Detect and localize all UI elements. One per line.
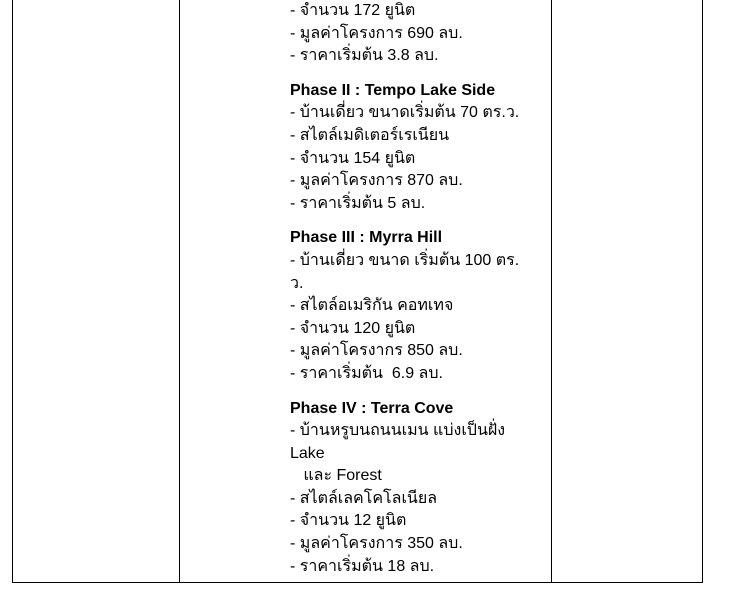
detail-line: - จำนวน 12 ยูนิต	[290, 512, 407, 530]
detail-line: - สไตล์เมดิเตอร์เรเนียน	[290, 126, 450, 144]
detail-line: Lake	[290, 444, 325, 462]
detail-line: - มูลค่าโครงการ 870 ลบ.	[290, 172, 463, 190]
project-details-cell	[290, 0, 548, 578]
phase-heading: Phase II : Tempo Lake Side	[290, 81, 496, 99]
column-divider	[179, 0, 180, 582]
phase3-section	[290, 227, 548, 385]
detail-line: - มูลค่าโครงการ 690 ลบ.	[290, 24, 463, 42]
detail-line: - มูลค่าโครงการ 350 ลบ.	[290, 535, 463, 553]
detail-line: - มูลค่าโครงากร 850 ลบ.	[290, 342, 463, 360]
detail-line: - ราคาเริ่มต้น 5 ลบ.	[290, 194, 426, 212]
column-divider	[551, 0, 552, 582]
phase2-section	[290, 80, 548, 216]
detail-line: - บ้านเดี่ยว ขนาดเริ่มต้น 70 ตร.ว.	[290, 104, 520, 122]
phase-heading: Phase III : Myrra Hill	[290, 229, 443, 247]
detail-line: - ราคาเริ่มต้น 18 ลบ.	[290, 557, 435, 575]
detail-line: - บ้านเดี่ยว ขนาด เริ่มต้น 100 ตร.	[290, 251, 520, 269]
detail-line: - ราคาเริ่มต้น 6.9 ลบ.	[290, 364, 443, 382]
detail-line: - ราคาเริ่มต้น 3.8 ลบ.	[290, 47, 439, 65]
detail-line: - บ้านหรูบนถนนเมน แบ่งเป็นฝั่ง	[290, 422, 506, 440]
detail-line: - จำนวน 154 ยูนิต	[290, 149, 416, 167]
phase4-section	[290, 398, 548, 579]
phase1-section	[290, 0, 548, 68]
detail-line: - สไตล์อเมริกัน คอทเทจ	[290, 297, 454, 315]
detail-line: ว.	[290, 274, 304, 292]
detail-line: - จำนวน 120 ยูนิต	[290, 319, 416, 337]
detail-line: - สไตล์เลคโคโลเนียล	[290, 489, 438, 507]
detail-line: และ Forest	[290, 467, 382, 485]
detail-line: - จำนวน 172 ยูนิต	[290, 2, 416, 19]
phase-heading: Phase IV : Terra Cove	[290, 399, 454, 417]
